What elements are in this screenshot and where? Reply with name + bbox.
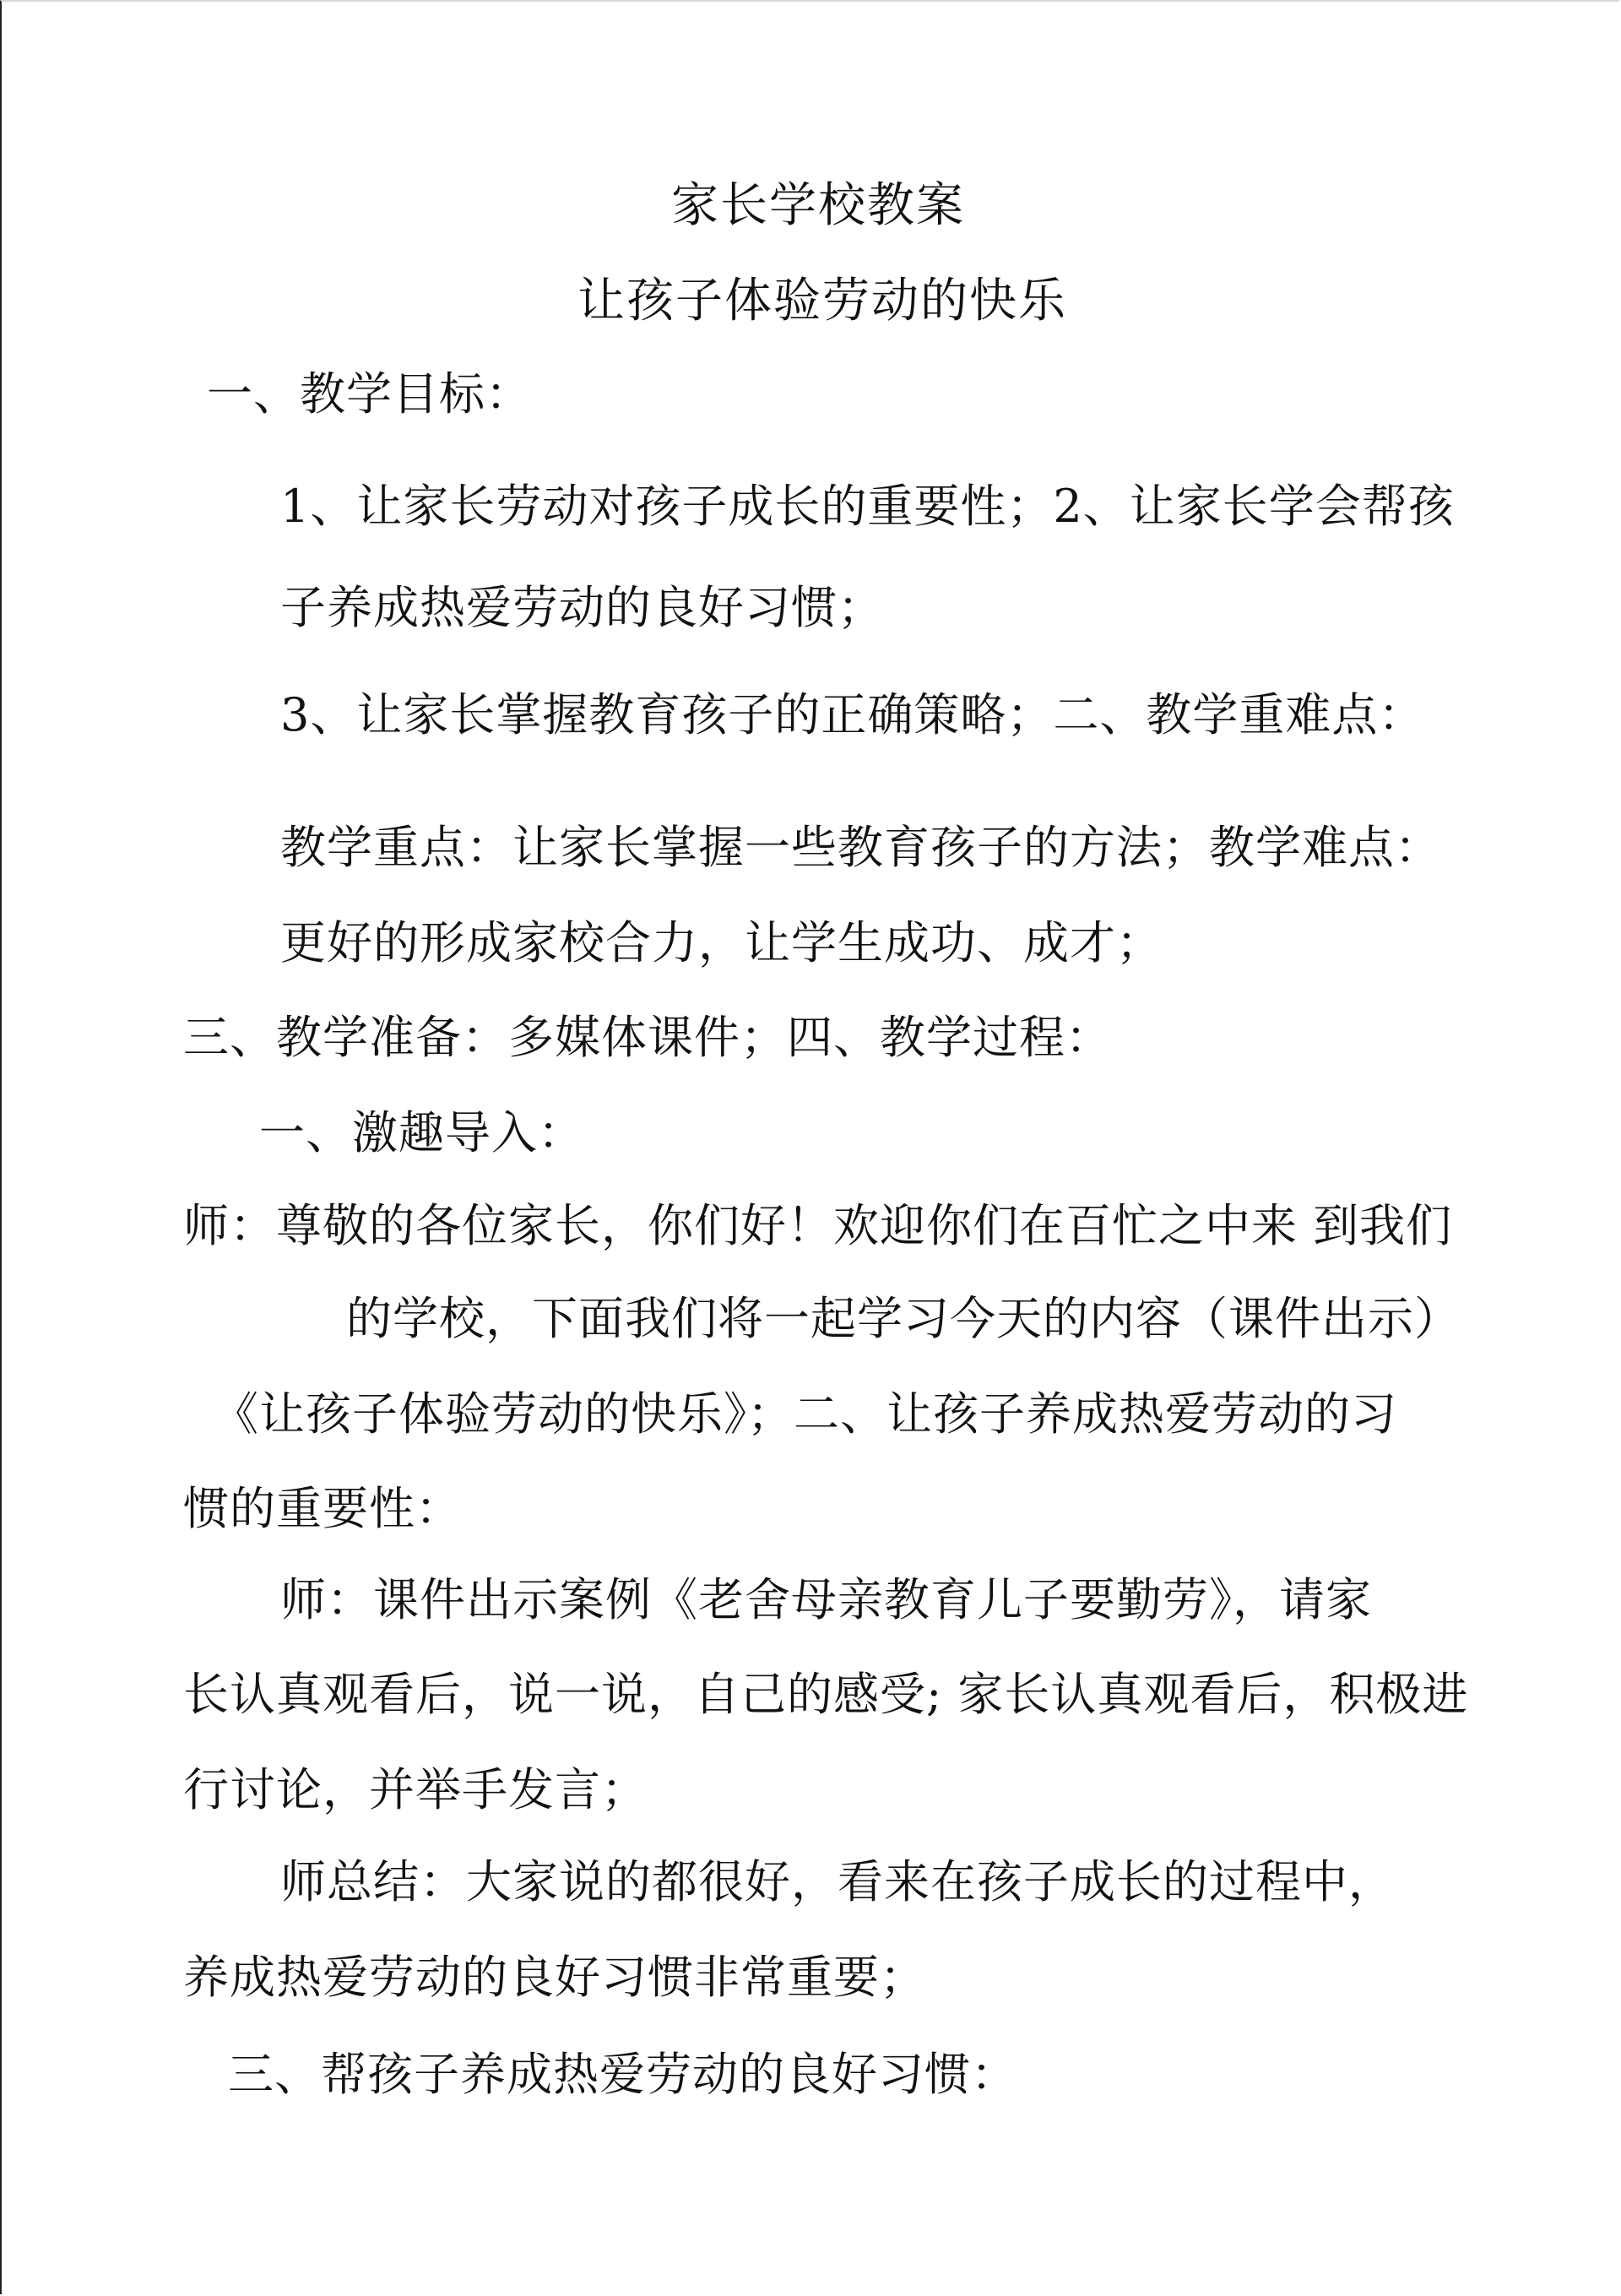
paragraph-line: 养成热爱劳动的良好习惯非常重要； bbox=[183, 1951, 926, 2004]
paragraph-line: 更好的形成家校合力，让学生成功、成才； bbox=[280, 916, 1163, 969]
section-heading-teaching-goals: 一、教学目标： bbox=[207, 367, 532, 421]
document-title: 家长学校教案 bbox=[671, 178, 965, 233]
paragraph-line: 教学重点：让家长掌握一些教育孩子的方法；教学难点： bbox=[280, 821, 1441, 874]
paragraph-line: 1、让家长劳动对孩子成长的重要性；2、让家长学会帮孩 bbox=[280, 480, 1455, 533]
subsection-heading-intro: 一、激趣导入： bbox=[259, 1106, 584, 1159]
paragraph-line: 行讨论，并举手发言； bbox=[183, 1763, 648, 1816]
document-subtitle: 让孩子体验劳动的快乐 bbox=[577, 274, 1067, 328]
paragraph-line: 长认真观看后，说一说，自己的感受; 家长认真观看后，积极进 bbox=[183, 1668, 1469, 1721]
paragraph-line: 惯的重要性： bbox=[183, 1482, 462, 1535]
section-heading-preparation: 三、教学准备：多媒体课件；四、教学过程： bbox=[183, 1011, 1112, 1064]
paragraph-line: 师：尊敬的各位家长，你们好！欢迎你们在百忙之中来 到我们 bbox=[183, 1199, 1453, 1252]
paragraph-line: 3、让家长掌握教育孩子的正确策略；二、教学重难点： bbox=[280, 688, 1425, 741]
paragraph-line: 的学校，下面我们将一起学习今天的内容（课件出示） bbox=[346, 1292, 1461, 1345]
paragraph-line: 子养成热爱劳动的良好习惯； bbox=[280, 581, 884, 634]
paragraph-line: 《让孩子体验劳动的快乐》；二、让孩子养成热爱劳动的习 bbox=[213, 1387, 1397, 1441]
paragraph-line: 师总结：大家说的都很好，看来在孩子成长的过程中， bbox=[280, 1855, 1395, 1908]
section-heading-habits: 三、帮孩子养成热爱劳动的良好习惯： bbox=[228, 2048, 1017, 2101]
paragraph-line: 师：课件出示案例《老舍母亲教育儿子要勤劳》，请家 bbox=[280, 1573, 1372, 1626]
